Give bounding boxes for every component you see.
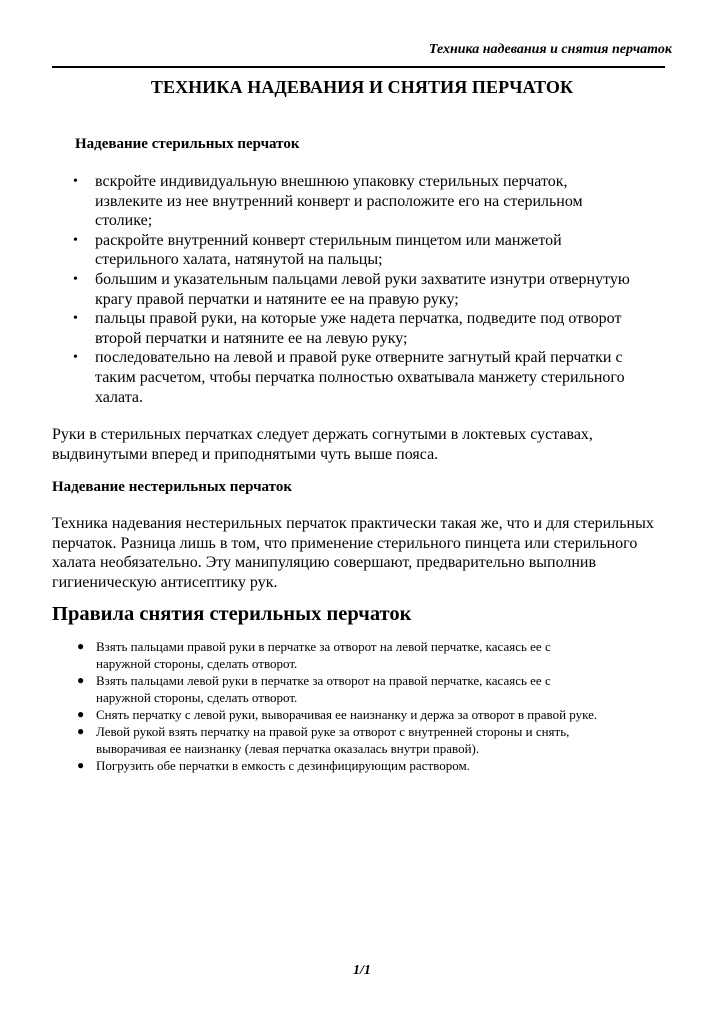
- list-item: ● Взять пальцами левой руки в перчатке за отворот на правой перчатке, касаясь ее с наружной стороны, сделать отворот.: [77, 673, 551, 705]
- bullet-icon: •: [73, 311, 78, 327]
- document-title: ТЕХНИКА НАДЕВАНИЯ И СНЯТИЯ ПЕРЧАТОК: [150, 77, 574, 97]
- bullet-icon: ●: [77, 673, 85, 687]
- bullet-icon: •: [73, 174, 78, 189]
- list-item: ● Снять перчатку с левой руки, выворачивая ее наизнанку и держа за отворот в правой руке.: [77, 707, 598, 722]
- header-rule: [52, 66, 665, 68]
- list-item: • большим и указательным пальцами левой руки захватите изнутри отвернутую крагу правой перчатки и натяните ее на правую руку;: [73, 270, 630, 308]
- bullet-icon: ●: [77, 639, 85, 653]
- list-item: ● Левой рукой взять перчатку на правой руке за отворот с внутренней стороны и снять, выворачивая ее наизнанку (левая перчатка оказалась внутри правой).: [77, 724, 570, 756]
- page-number: 1/1: [353, 963, 371, 978]
- list-item: ● Погрузить обе перчатки в емкость с дезинфицирующим раствором.: [77, 758, 470, 773]
- list-item: • пальцы правой руки, на которые уже надета перчатка, подведите под отворот второй перчатки и натяните ее на левую руку;: [73, 310, 622, 347]
- glove-removal-heading: Правила снятия стерильных перчаток: [52, 603, 412, 625]
- glove-removal-steps: [77, 638, 676, 774]
- bullet-icon: ●: [77, 724, 85, 738]
- sterile-gloves-steps: [73, 172, 675, 407]
- nonsterile-gloves-heading: Надевание нестерильных перчаток: [52, 479, 292, 495]
- sterile-gloves-heading: Надевание стерильных перчаток: [75, 136, 300, 152]
- list-item: ● Взять пальцами правой руки в перчатке за отворот на левой перчатке, касаясь ее с наружной стороны, сделать отворот.: [77, 639, 551, 671]
- bullet-icon: •: [73, 232, 78, 248]
- bullet-icon: ●: [77, 758, 85, 772]
- bullet-icon: •: [73, 271, 78, 287]
- list-item: • последовательно на левой и правой руке отверните загнутый край перчатки с таким расчетом, чтобы перчатка полностью охватывала манжету стерильного халата.: [73, 349, 625, 406]
- list-item: • раскройте внутренний конверт стерильным пинцетом или манжетой стерильного халата, натянутой на пальцы;: [73, 231, 562, 269]
- running-header: Техника надевания и снятия перчаток: [428, 42, 672, 57]
- list-item: • вскройте индивидуальную внешнюю упаковку стерильных перчаток, извлеките из нее внутренний конверт и расположите его на стерильном столике;: [73, 173, 583, 230]
- bullet-icon: ●: [77, 707, 85, 721]
- bullet-icon: •: [73, 350, 78, 366]
- sterile-hands-note: Руки в стерильных перчатках следует держать согнутыми в локтевых суставах, выдвинутыми вперед и приподнятыми чуть выше пояса.: [52, 426, 593, 463]
- nonsterile-gloves-text: Техника надевания нестерильных перчаток практически такая же, что и для стерильных перчаток. Разница лишь в том, что применение стерильного пинцета или стерильного халата необязательно. Эту манипуляцию совершают, предварительно выполнив гигиеническую антисептику рук.: [52, 515, 654, 591]
